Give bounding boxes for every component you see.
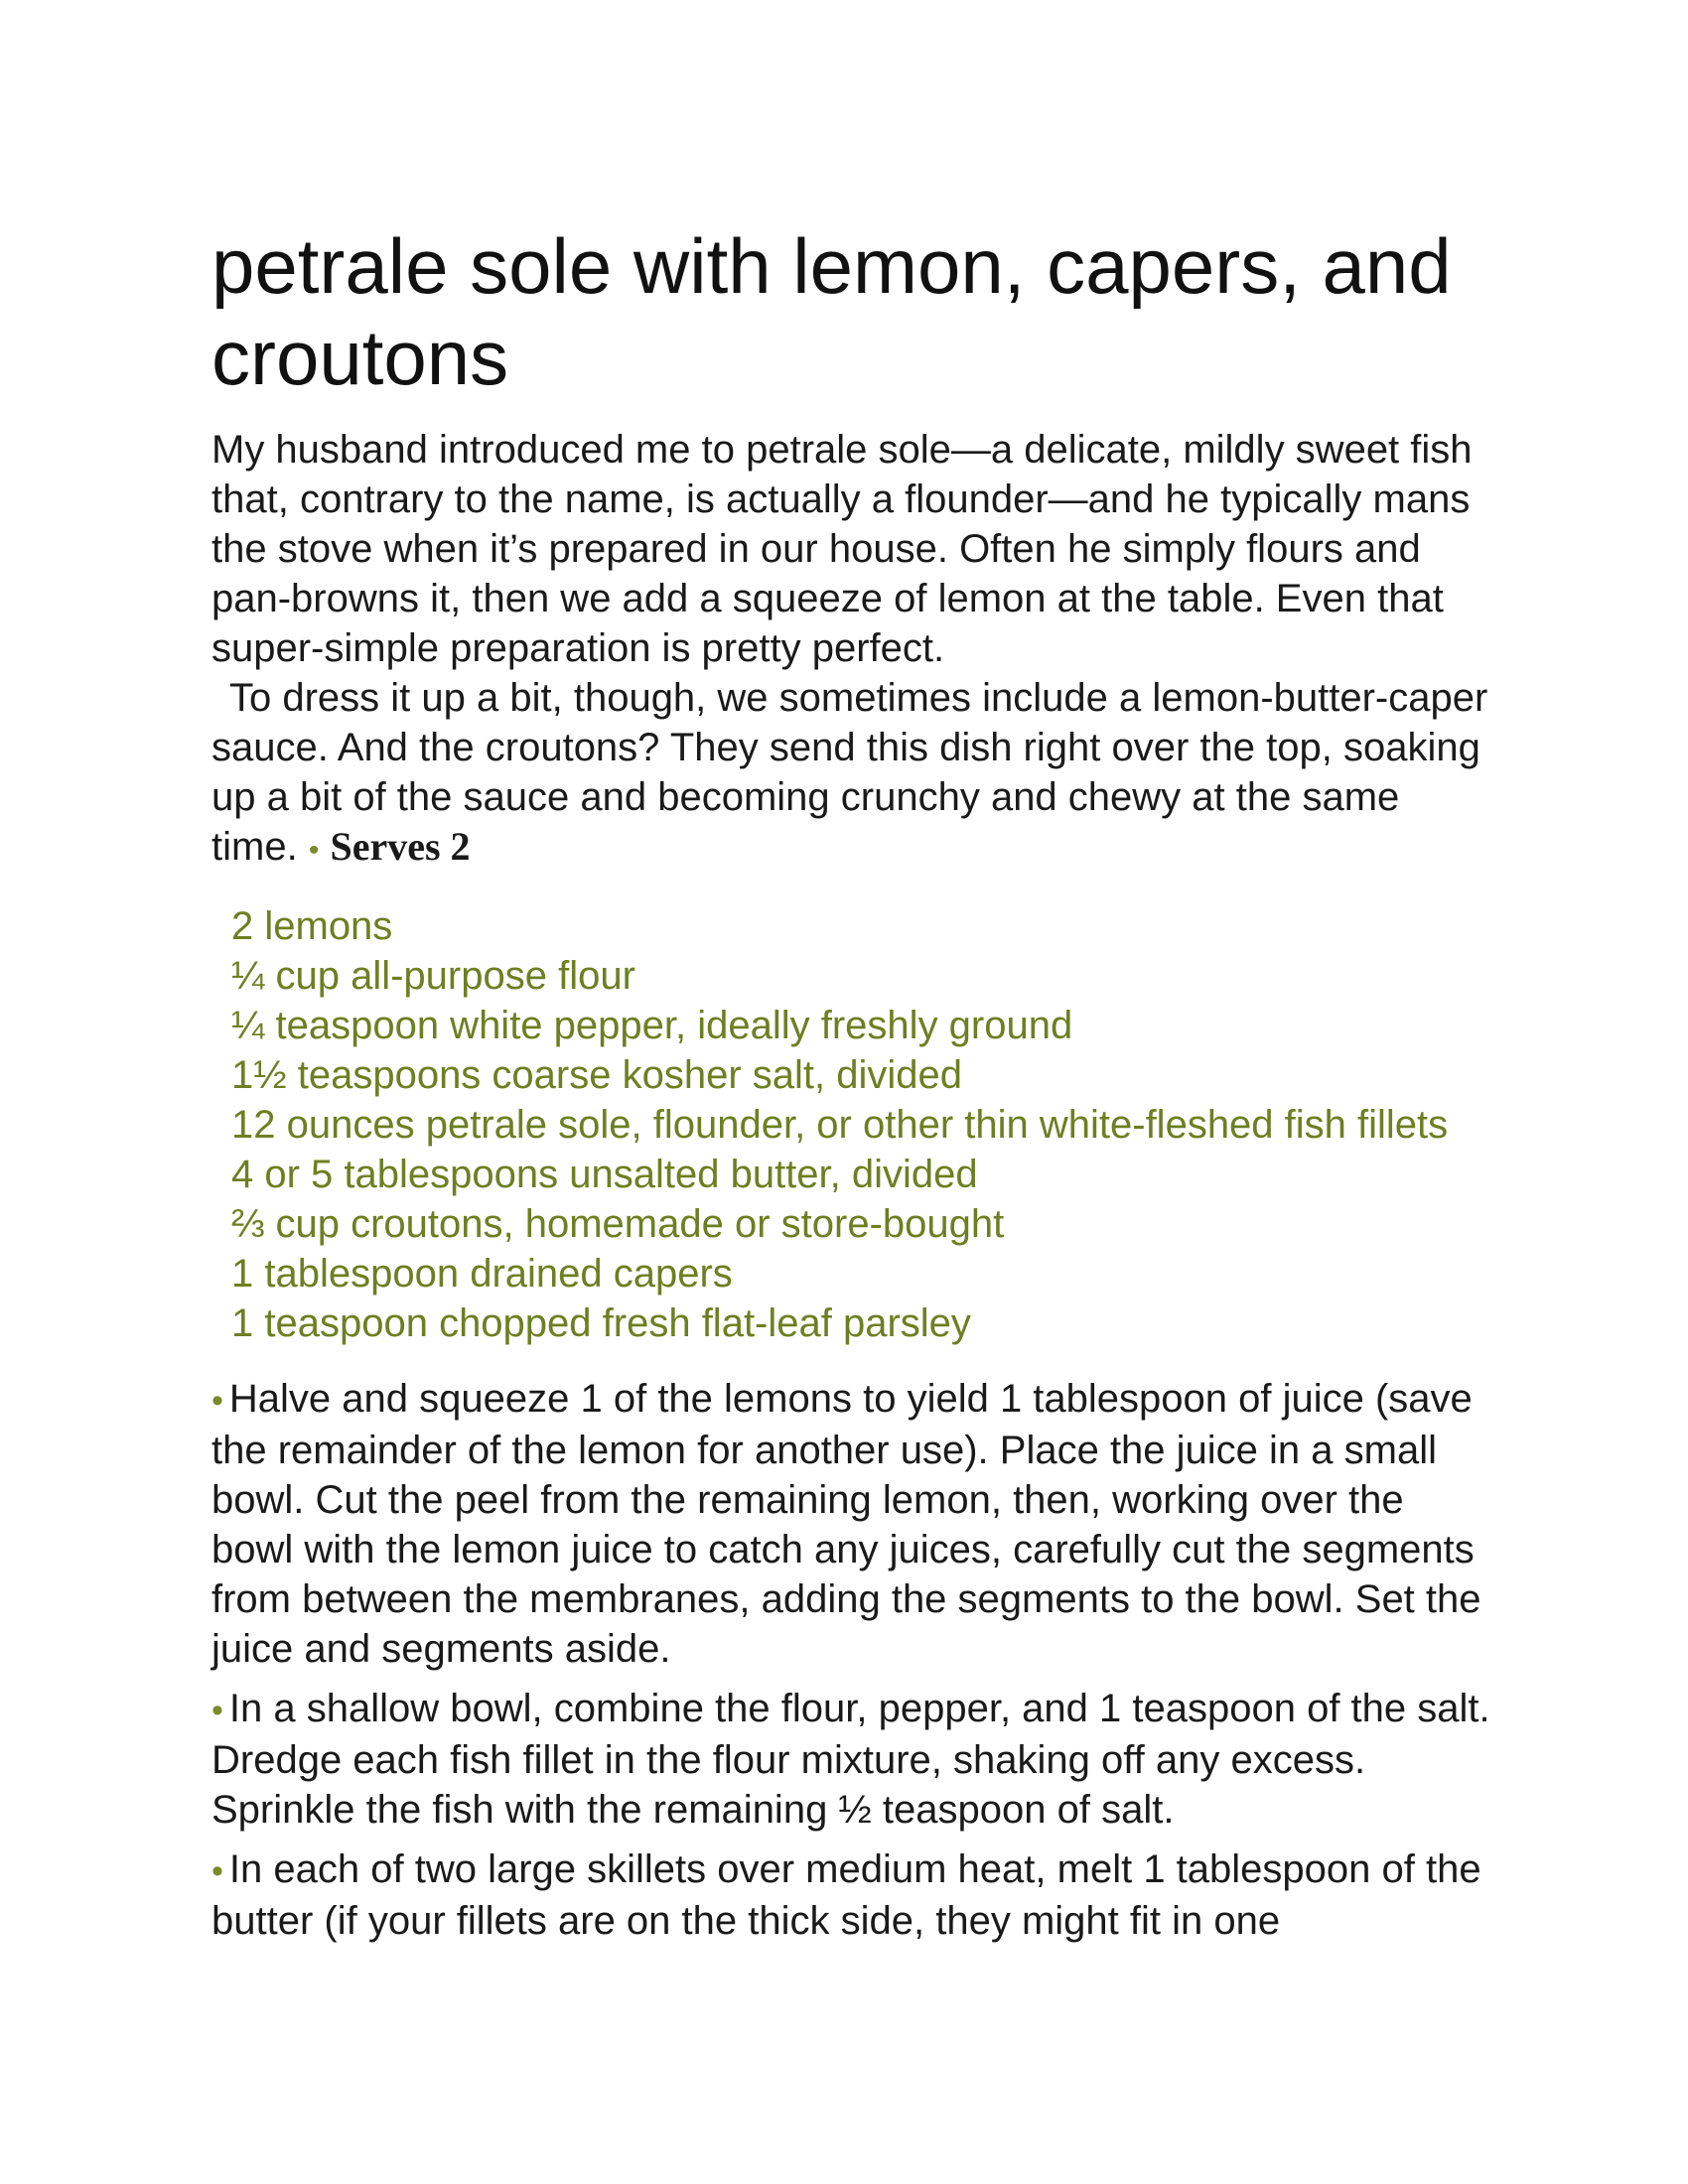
ingredient-item: 1½ teaspoons coarse kosher salt, divided xyxy=(231,1053,962,1097)
ingredient-item: 2 lemons xyxy=(231,904,393,948)
ingredient-item: 12 ounces petrale sole, flounder, or other thin white-fleshed fish fillets xyxy=(231,1103,1449,1147)
serves-label: Serves 2 xyxy=(330,824,471,869)
ingredient-item: ⅔ cup croutons, homemade or store-bought xyxy=(231,1202,1005,1246)
method-steps xyxy=(211,1374,1492,1946)
ingredient-item: ¼ cup all-purpose flour xyxy=(231,954,635,998)
step-bullet: • xyxy=(211,1692,223,1729)
ingredient-item: 4 or 5 tablespoons unsalted butter, divided xyxy=(231,1153,978,1196)
ingredient-item: 1 tablespoon drained capers xyxy=(231,1252,733,1296)
intro-paragraph xyxy=(211,673,1492,876)
recipe-intro xyxy=(211,425,1492,876)
step-text: Halve and squeeze 1 of the lemons to yield 1 tablespoon of juice (save the remainder of the lemon for another use). Place the juice in a small bowl. Cut the peel from the remaining lemon, then, working over the bowl with the lemon juice to catch any juices, carefully cut the segments from between the membranes, adding the segments to the bowl. Set the juice and segments aside. xyxy=(211,1377,1481,1671)
ingredient-list xyxy=(211,901,1492,1348)
step-text: In each of two large skillets over medium heat, melt 1 tablespoon of the butter (if your fillets are on the thick side, they might fit in one xyxy=(211,1847,1481,1943)
step-bullet: • xyxy=(211,1852,223,1890)
step-paragraph xyxy=(211,1684,1492,1835)
ingredient-item: ¼ teaspoon white pepper, ideally freshly ground xyxy=(231,1004,1073,1047)
intro-text: To dress it up a bit, though, we sometimes include a lemon-butter-caper sauce. And the croutons? They send this dish right over the top, soaking up a bit of the sauce and becoming crunchy and chewy at the same time. xyxy=(211,676,1488,869)
recipe-page xyxy=(211,220,1492,1956)
step-text: In a shallow bowl, combine the flour, pepper, and 1 teaspoon of the salt. Dredge each fish fillet in the flour mixture, shaking off any excess. Sprinkle the fish with the remaining ½ teaspoon of salt. xyxy=(211,1687,1490,1832)
step-paragraph xyxy=(211,1374,1492,1674)
bullet-separator: • xyxy=(308,834,320,867)
recipe-title: petrale sole with lemon, capers, and croutons xyxy=(211,222,1452,401)
intro-paragraph: My husband introduced me to petrale sole—a delicate, mildly sweet fish that, contrary to the name, is actually a flounder—and he typically mans the stove when it’s prepared in our house. Often he simply flours and pan-browns it, then we add a squeeze of lemon at the table. Even that super-simple preparation is pretty perfect. xyxy=(211,428,1473,670)
ingredient-item: 1 teaspoon chopped fresh flat-leaf parsley xyxy=(231,1301,971,1345)
step-bullet: • xyxy=(211,1382,223,1420)
step-paragraph xyxy=(211,1844,1492,1946)
